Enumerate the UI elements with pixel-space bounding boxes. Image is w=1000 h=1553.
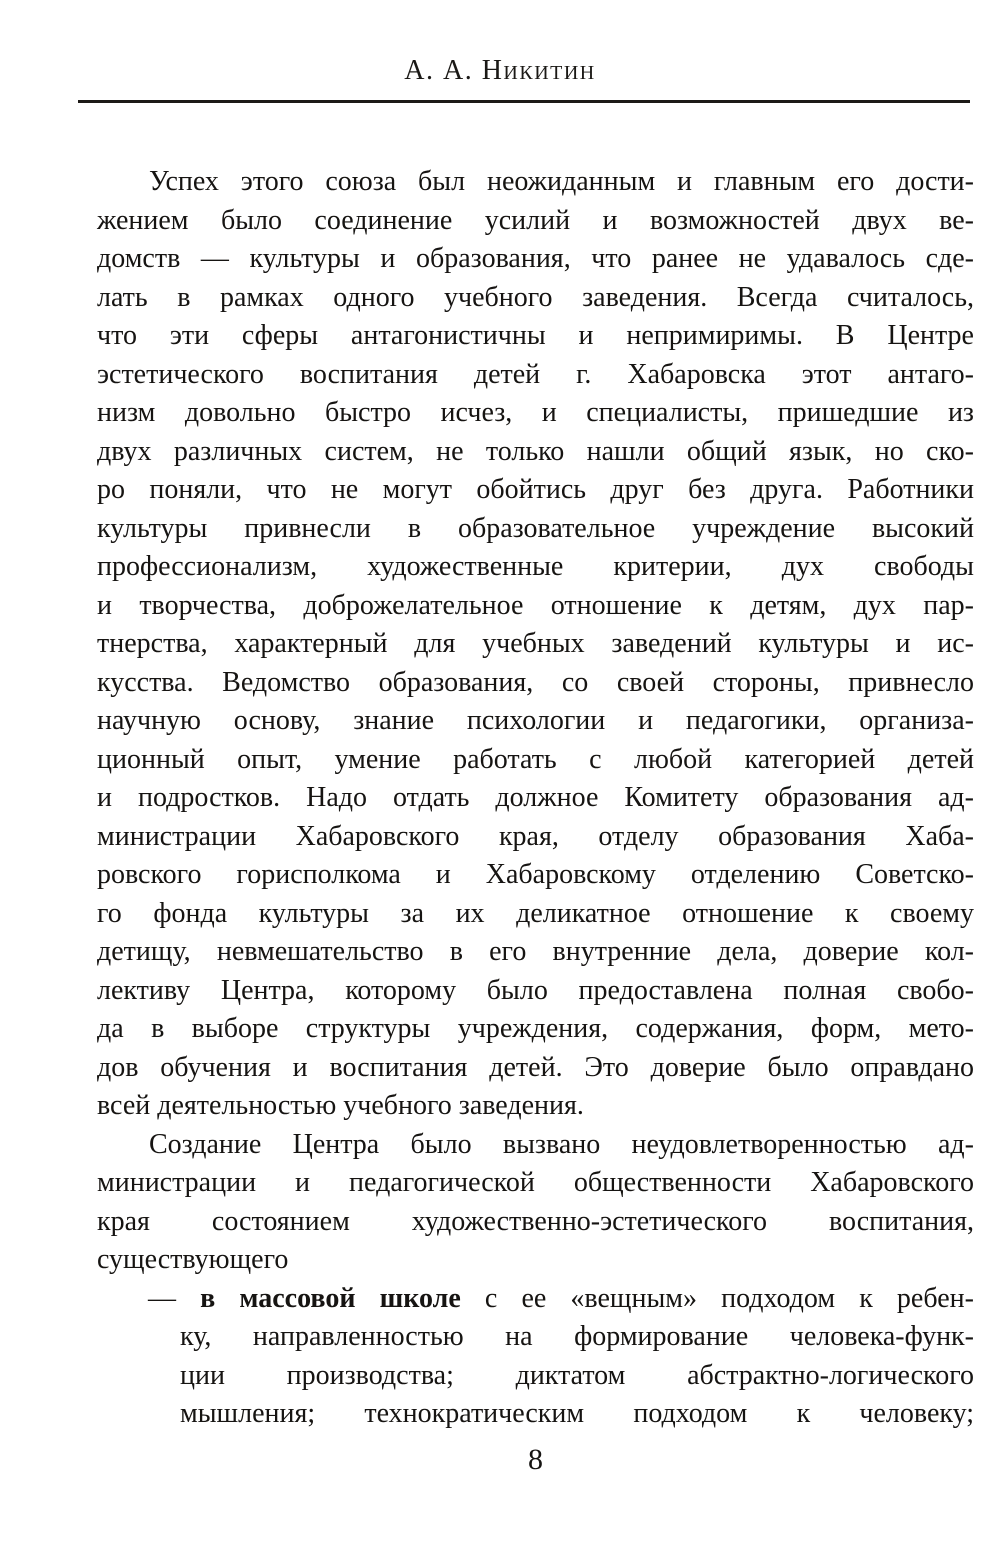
text-line: лать в рамках одного учебного заведения. Всегда считалось, — [97, 281, 974, 313]
text-line: низм довольно быстро исчез, и специалисты, пришедшие из — [97, 397, 974, 428]
list-dash-marker: — — [148, 1282, 201, 1314]
list-item-mass-school — [97, 1280, 974, 1434]
text-line: что эти сферы антагонистичны и непримиримы. В Центре — [97, 320, 974, 351]
page-number: 8 — [528, 1443, 543, 1476]
text-line: Успех этого союза был неожиданным и главным его дости- — [149, 166, 974, 197]
text-line: ку, направленностью на формирование человека-функ- — [180, 1321, 974, 1352]
text-line: научную основу, знание психологии и педагогики, организа- — [97, 705, 974, 736]
page-body — [97, 163, 974, 1434]
text-line: культуры привнесли в образовательное учреждение высокий — [97, 512, 974, 544]
paragraph-union-success — [97, 163, 974, 1126]
list-item-bold-lead: в массовой школе — [200, 1282, 461, 1314]
list-item-continuation-lines — [180, 1318, 974, 1434]
text-line: ро поняли, что не могут обойтись друг без друга. Работники — [97, 474, 974, 505]
list-item-first-line-rest: с ее «вещным» подходом к ребен- — [460, 1282, 974, 1314]
text-line: кусства. Ведомство образования, со своей стороны, привнесло — [97, 666, 974, 698]
text-line: го фонда культуры за их деликатное отношение к своему — [97, 897, 974, 929]
text-line: ционный опыт, умение работать с любой категорией детей — [97, 743, 974, 775]
text-line: двух различных систем, не только нашли общий язык, но ско- — [97, 435, 974, 467]
text-line: существующего — [97, 1244, 289, 1275]
text-line: дов обучения и воспитания детей. Это доверие было оправдано — [97, 1051, 974, 1083]
list-item-first-line — [148, 1280, 974, 1319]
text-line: и творчества, доброжелательное отношение к детям, дух пар- — [97, 589, 974, 621]
running-header: А. А. Никитин — [404, 55, 596, 86]
text-line: мышления; технократическим подходом к человеку; — [180, 1398, 974, 1429]
text-line: детищу, невмешательство в его внутренние дела, доверие кол- — [97, 936, 974, 967]
text-line: министрации и педагогической общественности Хабаровского — [97, 1167, 974, 1198]
text-line: ровского горисполкома и Хабаровскому отделению Советско- — [97, 859, 974, 890]
text-line: всей деятельностью учебного заведения. — [97, 1090, 584, 1121]
text-line: эстетического воспитания детей г. Хабаровска этот антаго- — [97, 358, 974, 390]
text-line: профессионализм, художественные критерии, дух свободы — [97, 551, 974, 582]
text-line: Создание Центра было вызвано неудовлетворенностью ад- — [149, 1128, 974, 1160]
text-line: министрации Хабаровского края, отделу образования Хаба- — [97, 820, 974, 852]
text-line: и подростков. Надо отдать должное Комитету образования ад- — [97, 782, 974, 813]
text-line: домств — культуры и образования, что ранее не удавалось сде- — [97, 243, 974, 274]
header-rule — [78, 100, 970, 103]
text-line: лективу Центра, которому было предоставлена полная свобо- — [97, 974, 974, 1006]
text-line: тнерства, характерный для учебных заведений культуры и ис- — [97, 628, 974, 659]
text-line: да в выборе структуры учреждения, содержания, форм, мето- — [97, 1013, 974, 1044]
text-line: ции производства; диктатом абстрактно-логического — [180, 1359, 974, 1391]
paragraph-center-creation — [97, 1126, 974, 1280]
text-line: края состоянием художественно-эстетического воспитания, — [97, 1205, 974, 1237]
text-line: жением было соединение усилий и возможностей двух ве- — [97, 204, 974, 236]
